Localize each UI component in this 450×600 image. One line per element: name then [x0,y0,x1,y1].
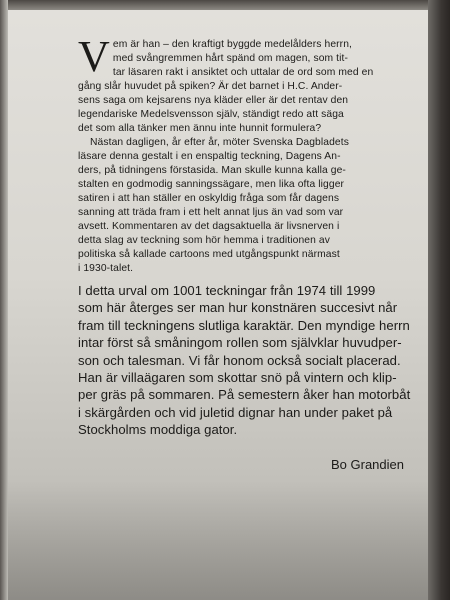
text-line: em är han – den kraftigt byggde medelålders herrn, [112,39,352,50]
drop-cap: V [78,32,110,81]
text-line: fram till teckningens slutliga karaktär. Den myndige herrn [78,317,410,333]
text-line: i skärgården och vid juletid dignar han under paket på [78,404,393,420]
text-line: sens saga om kejsarens nya kläder eller är det rentav den [78,95,349,106]
page-shadow [8,480,450,600]
text-line: Nästan dagligen, år efter år, möter Svenska Dagbladets [90,137,349,148]
book-page [8,10,428,600]
text-line: Stockholms moddiga gator. [78,422,238,438]
paragraph-selection [78,282,411,439]
text-line: satiren i att han ställer en oskyldig fråga som får dagens [78,193,340,204]
text-line: i 1930-talet. [78,263,134,274]
text-line: politiska så kallade cartoons med utgångspunkt närmast [78,249,340,260]
text-line: gång slår huvudet på spiken? Är det barnet i H.C. Ander- [78,81,343,92]
text-line: tar läsaren rakt i ansiktet och uttalar de ord som med en [112,67,374,78]
text-line: läsare denna gestalt i en enspaltig teckning, Dagens An- [78,151,341,162]
text-line: stalten en godmodig sanningssägare, men lika ofta ligger [78,179,345,190]
text-line: intar först så småningom rollen som självklar huvudper- [78,335,402,351]
photo-left-edge [0,0,8,600]
text-line: I detta urval om 1001 teckningar från 1974 till 1999 [78,283,376,298]
text-line: detta slag av teckning som hör hemma i traditionen av [78,235,330,246]
text-line: ders, på tidningens förstasida. Man skulle kunna kalla ge- [78,165,346,176]
text-line: sanning att träda fram i ett helt annat ljus än vad som var [78,207,344,218]
text-line: per gräs på sommaren. På semestern åker han motorbåt [78,387,411,403]
text-line: legendariske Medelsvensson själv, ständigt redo att säga [78,109,344,120]
text-line: som här återges ser man hur konstnären succesivt når [78,300,398,316]
text-block [78,32,411,472]
text-line: son och talesman. Vi får honom också socialt placerad. [78,352,401,368]
text-line: avsett. Kommentaren av det dagsaktuella är livsnerven i [78,221,340,232]
photo-top-edge [0,0,450,10]
photo-right-edge [428,0,450,600]
paragraph-intro [78,32,408,276]
text-line: det som alla tänker men ännu inte hunnit formulera? [78,123,322,134]
text-line: med svångremmen hårt spänd om magen, som tit- [112,53,349,64]
text-line: Han är villaägaren som skottar snö på vintern och klip- [78,370,397,386]
author-signature: Bo Grandien [331,456,404,472]
